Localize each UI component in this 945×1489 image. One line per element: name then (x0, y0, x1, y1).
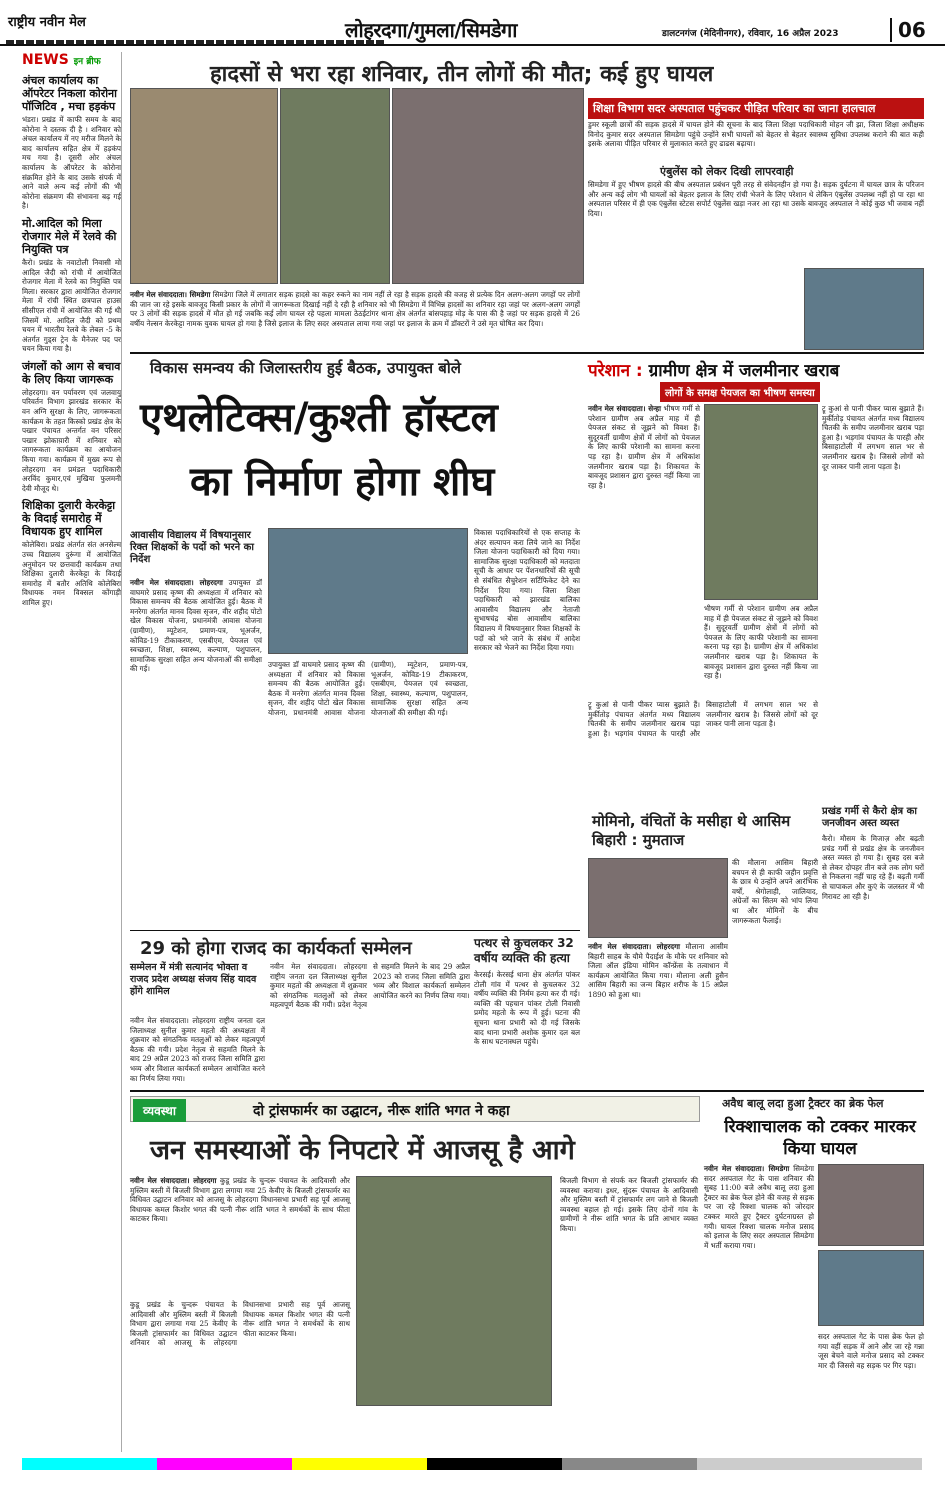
main-headline: का निर्माण होगा शीघ (190, 459, 495, 505)
accident-kicker: अवैध बालू लदा हुआ ट्रैक्टर का ब्रेक फेल (722, 1097, 884, 1110)
article-text: ट्रू कुआं से पानी पीकर प्यास बुझाते हैं। मुर्कीतोड़ पंचायत अंतर्गत मध्य विद्यालय चितकी के समीप जलमीनार खराब पड़ा हुआ है। भड़गांव पंचायत के पारही और बिसाहाटोली में लगभग साल भर से जलमीनार खराब है। जिससे लोगों को दूर जाकर पानी लाना पड़ता है। (822, 404, 924, 471)
divider (130, 352, 924, 354)
divider (130, 930, 580, 931)
article-text: उपायुक्त डॉ वाघमारे प्रसाद कृष्ण की अध्यक्षता में शनिवार को विकास समन्वय की बैठक आयोजित हुई। बैठक में मनरेगा अंतर्गत मानव दिवस सृजन, वीर शहीद पोटो खेल विकास योजना, प्रधानमंत्री आवास योजना (ग्रामीण), म्यूटेशन, प्रमाण-पत्र, भूअर्जन, कोविड-19 टीकाकरण, एसबीएम, पेयजल एवं स्वच्छता, शिक्षा, स्वास्थ्य, कल्याण, पशुपालन, सामाजिक सुरक्षा सहित अन्य योजनाओं की समीक्षा की गई। (268, 660, 468, 717)
byline: नवीन मेल संवाददाता। सिमडेगा (130, 290, 211, 299)
water-tower-photo (704, 404, 818, 600)
article-text: ट्रू कुआं से पानी पीकर प्यास बुझाते हैं। मुर्कीतोड़ पंचायत अंतर्गत मध्य विद्यालय चितकी के समीप जलमीनार खराब पड़ा हुआ है। भड़गांव पंचायत के पारही और बिसाहाटोली में लगभग साल भर से जलमीनार खराब है। जिससे लोगों को दूर जाकर पानी लाना पड़ता है। (588, 700, 818, 738)
article-text: विकास पदाधिकारियों से एक सप्ताह के अंदर सत्यापन करा लिये जाने का निर्देश जिला योजना पदाधिकारी को दिया गया। सामाजिक सुरक्षा पदाधिकारी को मतदाता सूची के आधार पर पेंशनधारियों की सूची से संबंधित सैचुरेशन सर्टिफिकेट देने का निर्देश दिया गया। जिला शिक्षा पदाधिकारी को झारखंड बालिका आवासीय विद्यालय और नेताजी सुभाषचंद्र बोस आवासीय बालिका विद्यालय में विषयानुसार रिक्त शिक्षकों के पदों को भरे जाने के संबंध में आदेश सरकार को भेजने का निर्देश दिया गया। (474, 528, 580, 653)
injured-photo (818, 1250, 924, 1326)
article-text: नवीन मेल संवाददाता। लोहरदगा कुडू प्रखंड के चुन्दरू पंचायत के आदिवासी और मुस्लिम बस्ती में बिजली विभाग द्वारा लगाया गया 25 केवीए के बिजली ट्रांसफार्मर का विधिवत उद्घाटन शनिवार को आजसू के लोहरदगा विधानसभा प्रभारी सह पूर्व आजसू विधायक कमल किशोर भगत की पत्नी नीरू शांति भगत ने समर्थकों के साथ फीता काटकर किया। (130, 1176, 350, 1224)
article-text: नवीन मेल संवाददाता। लोहरदगा मौलाना आसीम बिहारी साहब के यौमे पैदाईश के मौके पर शनिवार को जिला ऑल इंडिया मोमिन कॉन्फ्रेंस के तत्वाधान में कार्यक्रम आयोजित किया गया। मौलाना अली हुसैन आसिम बिहारी का जन्म बिहार शरीफ के 15 अप्रैल 1890 को हुआ था। (588, 942, 728, 999)
main-headline: एथलेटिक्स/कुश्ती हॉस्टल (140, 395, 498, 441)
section-title: लोहरदगा/गुमला/सिमडेगा (345, 18, 517, 42)
article-text: नवीन मेल संवाददाता। लोहरदगा राष्ट्रीय जनता दल जिलाध्यक्ष सुनील कुमार महतो की अध्यक्षता में शुक्रवार को संगठनिक मतलुओं को लेकर महत्वपूर्ण बैठक की गयी। प्रदेश नेतृत्व से सहमति मिलने के बाद 29 अप्रैल 2023 को राजद जिला समिति द्वारा भव्य और विशाल कार्यकर्ता सम्मेलन आयोजित करने का निर्णय लिया गया। (130, 1016, 265, 1083)
divider (130, 1090, 924, 1092)
accident-photo (280, 88, 390, 284)
brief-headline: शिक्षिका दुलारी केरकेट्टा के विदाई समारोह में विधायक हुए शामिल (22, 499, 116, 539)
water-subhead: लोगों के समक्ष पेयजल का भीषण समस्या (660, 382, 820, 402)
momin-photo (588, 858, 728, 938)
category-tag: व्यवस्था (133, 1099, 186, 1122)
strip-headline: विकास समन्वय की जिलास्तरीय हुई बैठक, उपायुक्त बोले (150, 359, 461, 377)
article-text: नवीन मेल संवाददाता। सेन्हा भीषण गर्मी से परेशान ग्रामीण अब अप्रैल माह में ही पेयजल संकट से जूझने को विवश हैं। सुदूरवर्ती ग्रामीण क्षेत्रों में लोगों को पेयजल के लिए काफी परेशानी का सामना करना पड़ रहा है। ग्रामीण क्षेत्र में अधिकांश जलमीनार खराब पड़ा है। शिकायत के बावजूद प्रशासन द्वारा दुरुस्त नहीं किया जा रहा है। (588, 404, 700, 490)
bottom-strip (130, 1096, 700, 1122)
hospital-photo (392, 88, 584, 284)
article-text: डुमर स्कूली छात्रों की सड़क हादसे में घायल होने की सूचना के बाद जिला शिक्षा पदाधिकारी मोहन जी झा, जिला शिक्षा अधीक्षक विनोद कुमार सदर अस्पताल सिमडेगा पहुंचे उन्होंने सभी घायलों को बेहतर से बेहतर स्वास्थ्य सुविधा उपलब्ध कराने की बात कही इसके अलावा पीड़ित परिवार से मुलाकात करते हुए ढाढस बढ़ाया। (588, 120, 924, 149)
article-text: नवीन मेल संवाददाता। सिमडेगा सिमडेगा जिले में लगातार सड़क हादसे का कहर रुकने का नाम नहीं ले रहा है सड़क हादसे की वजह से प्रत्येक दिन अलग-अलग जगहों पर लोगों की जान जा रहे इसके बावजूद किसी प्रकार के लोगों में जागरूकता दिखाई नहीं दे रही है शनिवार को भी सिमडेगा में विभिन्न हादसों का शनिवार रहा जहां पर अलग-अलग जगहों पर 3 लोगों की सड़क हादसे में मौत हो गई जबकि कई लोग घायल रहे पहला मामला ठेठईटांगर थाना क्षेत्र अंतर्गत बांसपहाड़ मोड़ के पास की है जहां पर सड़क हादसे में 26 वर्षीय नेल्सन केरकेट्टा नामक युवक घायल हो गया है जिसे इलाज के लिए सदर अस्पताल लाया गया जहां पर इलाज के क्रम में डॉक्टरों ने उसे मृत घोषित कर दिया। (130, 290, 580, 328)
article-text: नवीन मेल संवाददाता। सिमडेगा सिमडेगा सदर अस्पताल गेट के पास शनिवार की सुबह 11:00 बजे अवैध बालू लदा हुआ ट्रैक्टर का ब्रेक फेल होने की वजह से सड़क पर जा रहे रिक्शा चालक को जोरदार टक्कर मारते हुए ट्रैक्टर दुर्घटनाग्रस्त हो गयी। घायल रिक्शा चालक मनोज प्रसाद को इलाज के लिए सदर अस्पताल सिमडेगा में भर्ती कराया गया। (704, 1164, 814, 1250)
brand-name: राष्ट्रीय नवीन मेल (8, 15, 86, 30)
accident-headline: रिक्शाचालक को टक्कर मारकर किया घायल (724, 1117, 916, 1159)
rally-headline: 29 को होगा राजद का कार्यकर्ता सम्मेलन (140, 938, 412, 959)
article-text: नवीन मेल संवाददाता। लोहरदगा उपायुक्त डॉ वाघमारे प्रसाद कृष्ण की अध्यक्षता में शनिवार को विकास समन्वय की बैठक आयोजित हुई। बैठक में मनरेगा अंतर्गत मानव दिवस सृजन, वीर शहीद पोटो खेल विकास योजना, प्रधानमंत्री आवास योजना (ग्रामीण), म्यूटेशन, प्रमाण-पत्र, भूअर्जन, कोविड-19 टीकाकरण, एसबीएम, पेयजल एवं स्वच्छता, शिक्षा, स्वास्थ्य, कल्याण, पशुपालन, सामाजिक सुरक्षा सहित अन्य योजनाओं की समीक्षा की गई। (130, 578, 262, 674)
murder-headline: पत्थर से कुचलकर 32 वर्षीय व्यक्ति की हत्या (474, 936, 574, 965)
brief-text: भंडरा। प्रखंड में काफी समय के बाद कोरोना ने दस्तक दी है । शनिवार को अंचल कार्यालय में नए मरीज मिलने के बाद कार्यालय सहित क्षेत्र में हड़कंप मच गया है। दूसरी ओर अंचल कार्यालय के ऑपरेटर के कोरोना संक्रमित होने के बाद उसके संपर्क में आने वाले अन्य कई लोगों की भी कोरोना संक्रमण की संभावना बढ़ गई है। (22, 115, 121, 211)
article-text: केरसई। केरसई थाना क्षेत्र अंतर्गत पांकर टोली गांव में पत्थर से कुचलकर 32 वर्षीय व्यक्ति की निर्मम हत्या कर दी गई। व्यक्ति की पहचान पांकर टोली निवासी प्रमोद महतो के रूप में हुई। घटना की सूचना थाना प्रभारी को दी गई जिसके बाद थाना प्रभारी अशोक कुमार दल बल के साथ घटनास्थल पहुंचे। (474, 970, 580, 1047)
article-text: कैरो। मौसम के मिजाज़ और बढ़ती प्रचंड गर्मी से प्रखंड क्षेत्र के जनजीवन अस्त व्यस्त हो गया है। सुबह दस बजे से लेकर दोपहर तीन बजे तक लोग घरों से निकलना नहीं चाह रहे हैं। बढ़ती गर्मी से चापाकल और कुएं के जलस्तर में भी गिरावट आ रही है। (822, 834, 924, 901)
momin-headline: मोमिनो, वंचितों के मसीहा थे आसिम बिहारी : मुमताज (592, 812, 791, 849)
page-number: 06 (890, 18, 926, 42)
top-headline: हादसों से भरा रहा शनिवार, तीन लोगों की मौत; कई हुए घायल (210, 62, 714, 87)
heat-headline: प्रखंड गर्मी से कैरो क्षेत्र का जनजीवन अस्त व्यस्त (822, 806, 917, 829)
meeting-photo (268, 528, 468, 654)
ambulance-photo (804, 268, 924, 350)
bottom-strip-text: दो ट्रांसफार्मर का उद्घाटन, नीरू शांति भगत ने कहा (253, 1103, 510, 1119)
brief-headline: जंगलों को आग से बचाव के लिए किया जागरूक (22, 359, 121, 386)
story-subhead: आवासीय विद्यालय में विषयानुसार रिक्त शिक्षकों के पदों को भरने का निर्देश (130, 530, 254, 565)
article-text: नवीन मेल संवाददाता। लोहरदगा राष्ट्रीय जनता दल जिलाध्यक्ष सुनील कुमार महतो की अध्यक्षता में शुक्रवार को संगठनिक मतलुओं को लेकर महत्वपूर्ण बैठक की गयी। प्रदेश नेतृत्व से सहमति मिलने के बाद 29 अप्रैल 2023 को राजद जिला समिति द्वारा भव्य और विशाल कार्यकर्ता सम्मेलन आयोजित करने का निर्णय लिया गया। (270, 962, 470, 1010)
article-text: बिजली विभाग से संपर्क कर बिजली ट्रांसफार्मर की व्यवस्था कराया। इधर, सुंदरू पंचायत के आदिवासी और मुस्लिम बस्ती में ट्रांसफार्मर लग जाने से बिजली व्यवस्था बहाल हो गई। इसके लिए दोनों गांव के ग्रामीणों ने नीरू शांति भगत के प्रति आभार व्यक्त किया। (560, 1176, 698, 1233)
brief-headline: अंचल कार्यालय का ऑपरेटर निकला कोरोना पॉजिटिव , मचा हड़कंप (22, 74, 118, 113)
red-banner-headline: शिक्षा विभाग सदर अस्पताल पहुंचकर पीड़ित परिवार का जाना हालचाल (588, 98, 924, 119)
article-text: सिमडेगा में हुए भीषण हादसे की बीच अस्पताल प्रबंधन पूरी तरह से संवेदनहीन हो गया है। सड़क दुर्घटना में घायल छात्र के परिजन और अन्य कई लोग भी घायलों को बेहतर इलाज के लिए रांची भेजने के लिए परेशान थे लेकिन एंबुलेंस उपलब्ध नहीं हो पा रहा था अस्पताल परिसर में ही एक एंबुलेंस स्टेटस सपोर्ट एंबुलेंस खड़ा नजर आ रहा था उसके बावजूद अस्पताल ने कोई कुछ भी जवाब नहीं दिया। (588, 180, 924, 218)
article-text: की मौलाना आसिम बिहारी बचपन से ही काफी जहीन प्रवृत्ति के छात्र थे उन्होंने अपने आरंभिक वर्षों, श्रेगोलाही, जालियाद, अंग्रेजों का सितम को भांप लिया था और मोमिनों के बीच जागरूकता फैलाई। (732, 858, 818, 925)
brief-text: कोलेबिरा। प्रखंड अंतर्गत संत अनसेल्म उच्च विद्यालय दुरूंगा में आयोजित अनुमोदन पर छत्तवादी कार्यक्रम तथा शिक्षिका दुलारी केरकेट्टा के विदाई समारोह में बतौर अतिथि कोलेबिरा विधायक नमन विक्सल कोंगाड़ी शामिल हुए। (22, 540, 121, 607)
article-text: कुडू प्रखंड के चुन्दरू पंचायत के आदिवासी और मुस्लिम बस्ती में बिजली विभाग द्वारा लगाया गया 25 केवीए के बिजली ट्रांसफार्मर का विधिवत उद्घाटन शनिवार को आजसू के लोहरदगा विधानसभा प्रभारी सह पूर्व आजसू विधायक कमल किशोर भगत की पत्नी नीरू शांति भगत ने समर्थकों के साथ फीता काटकर किया। (130, 1300, 350, 1348)
brief-text: कैरो। प्रखंड के नवाटोली निवासी मो आदिल जैदी को रांची में आयोजित रोजगार मेला में रेलवे का नियुक्ति पत्र मिला। सरकार द्वारा आयोजित रोजगार मेला में रांची स्थित छत्रपाल हाउस सीसीएल रांची में आयोजित की गई थी जिसमें मो. आदिल जैदी को प्रथम चयन में भारतीय रेलवे के लेबल -5 के अंतर्गत गुड्स ट्रेन के मैनेजर पद पर चयन किया गया है। (22, 257, 121, 354)
news-label: NEWS इन ब्रीफ (22, 52, 101, 68)
sub-headline: एंबुलेंस को लेकर दिखी लापरवाही (660, 165, 794, 178)
brief-text: लोहरदगा। वन पर्यावरण एवं जलवायु परिवर्तन विभाग झारखंड सरकार के वन अग्नि सुरक्षा के लिए, जागरूकता कार्यक्रम के तहत किस्को प्रखंड क्षेत्र के पखार पंचायत अन्तर्गत वन परिसर पखार झोकाय़ारी में शनिवार को जागरूकता कार्यक्रम का आयोजन किया गया। कार्यक्रम में मुख्य रूप से लोहरदगा वन प्रमंडल पदाधिकारी अरविंद कुमार,एवं मुखिया फुलमनी देवी मौजूद थे। (22, 387, 121, 493)
transformer-photo (356, 1176, 552, 1406)
water-tower-headline: परेशान : ग्रामीण क्षेत्र में जलमीनार खराब (588, 361, 840, 381)
bottom-headline: जन समस्याओं के निपटारे में आजसू है आगे (150, 1135, 575, 1166)
article-text: भीषण गर्मी से परेशान ग्रामीण अब अप्रैल माह में ही पेयजल संकट से जूझने को विवश हैं। सुदूरवर्ती ग्रामीण क्षेत्रों में लोगों को पेयजल के लिए काफी परेशानी का सामना करना पड़ रहा है। ग्रामीण क्षेत्र में अधिकांश जलमीनार खराब पड़ा है। शिकायत के बावजूद प्रशासन द्वारा दुरुस्त नहीं किया जा रहा है। (704, 604, 818, 681)
tractor-photo (818, 1164, 924, 1246)
color-calibration-bar (22, 1458, 922, 1470)
rally-subhead: सम्मेलन में मंत्री सत्यानंद भोक्ता व राजद प्रदेश अध्यक्ष संजय सिंह यादव होंगे शामिल (130, 962, 257, 997)
accident-photo (130, 88, 278, 284)
header-divider (6, 40, 386, 44)
news-brief-sidebar (22, 52, 122, 1452)
article-text: सदर अस्पताल गेट के पास ब्रेक फेल हो गया वहीं सड़क में आने और जा रहे गन्ना जूस बेचने वाले मनोज प्रसाद को टक्कर मार दी जिससे वह सड़क पर गिर पड़ा। (818, 1332, 924, 1370)
dateline: डालटनगंज (मेदिनीनगर), रविवार, 16 अप्रैल 2023 (662, 29, 839, 39)
brief-headline: मो.आदिल को मिला रोजगार मेले में रेलवे की नियुक्ति पत्र (22, 216, 117, 256)
